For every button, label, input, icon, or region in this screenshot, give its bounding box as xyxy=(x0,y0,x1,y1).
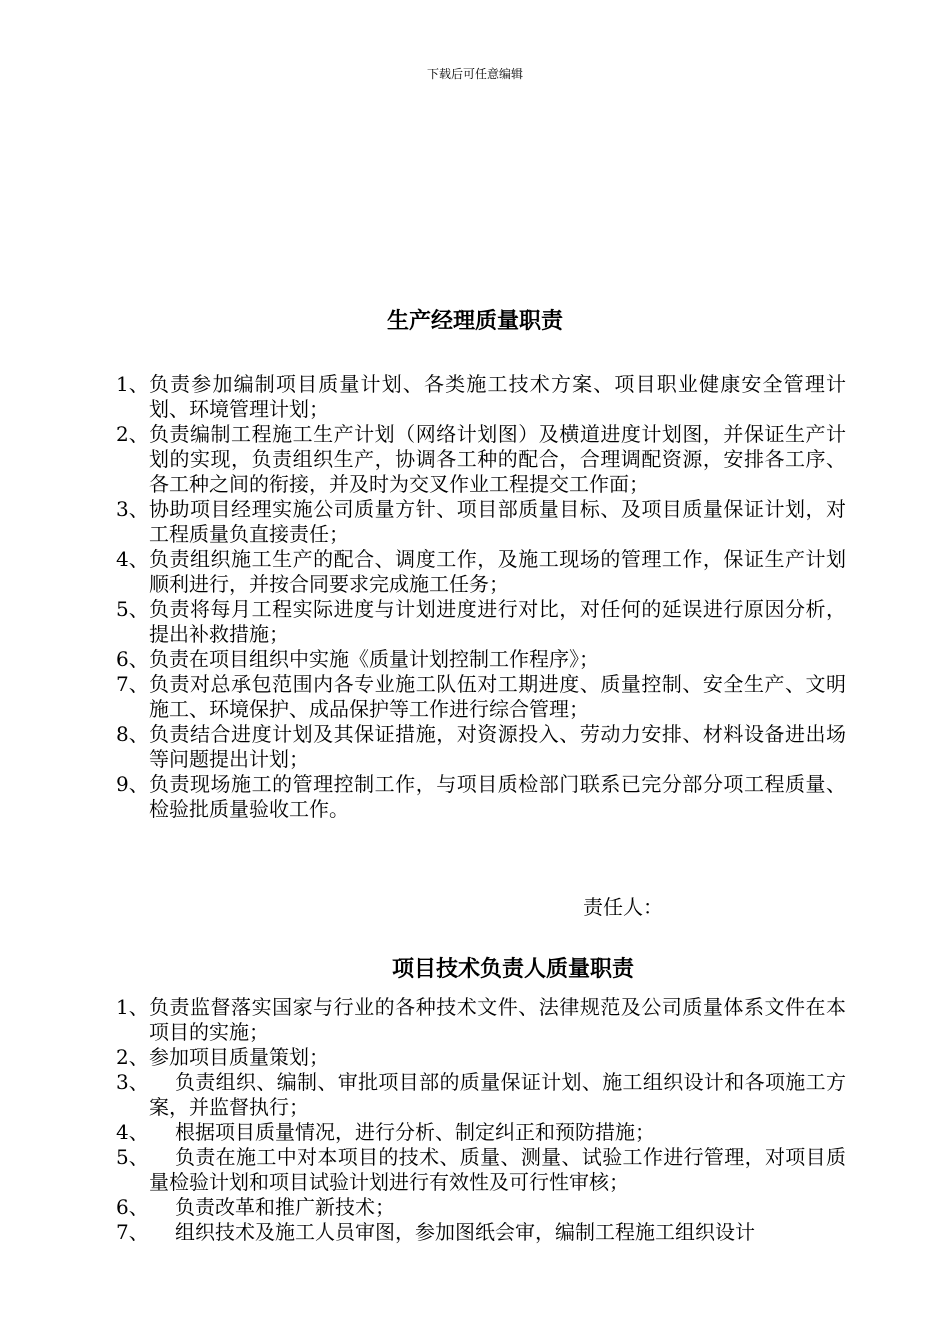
item-text: 负责监督落实国家与行业的各种技术文件、法律规范及公司质量体系文件在本项目的实施； xyxy=(149,995,846,1044)
list-item xyxy=(116,995,846,1045)
item-number: 2、 xyxy=(116,422,149,446)
item-number: 5、 xyxy=(116,1145,149,1169)
item-text: 负责组织、编制、审批项目部的质量保证计划、施工组织设计和各项施工方案，并监督执行； xyxy=(149,1070,846,1119)
item-number: 1、 xyxy=(116,372,149,396)
list-item xyxy=(116,1220,846,1245)
item-number: 6、 xyxy=(116,647,149,671)
list-item xyxy=(116,497,846,547)
item-text: 根据项目质量情况，进行分析、制定纠正和预防措施； xyxy=(175,1120,655,1144)
item-text: 参加项目质量策划； xyxy=(149,1045,329,1069)
duties-list-production-manager xyxy=(116,372,846,822)
list-item xyxy=(116,722,846,772)
item-text: 负责在项目组织中实施《质量计划控制工作程序》； xyxy=(149,647,599,671)
item-number: 5、 xyxy=(116,597,149,621)
list-item xyxy=(116,597,846,647)
item-text: 组织技术及施工人员审图，参加图纸会审，编制工程施工组织设计 xyxy=(175,1220,755,1244)
list-item xyxy=(116,647,846,672)
item-number: 2、 xyxy=(116,1045,149,1069)
list-item xyxy=(116,422,846,497)
list-item xyxy=(116,372,846,422)
item-text: 负责编制工程施工生产计划（网络计划图）及横道进度计划图，并保证生产计划的实现，负责组织生产，协调各工种的配合，合理调配资源，安排各工序、各工种之间的衔接，并及时为交叉作业工程提交工作面； xyxy=(149,422,846,496)
item-text: 负责在施工中对本项目的技术、质量、测量、试验工作进行管理，对项目质量检验计划和项目试验计划进行有效性及可行性审核； xyxy=(149,1145,846,1194)
item-text: 负责将每月工程实际进度与计划进度进行对比，对任何的延误进行原因分析，提出补救措施； xyxy=(149,597,846,646)
item-number: 6、 xyxy=(116,1195,149,1219)
item-number: 1、 xyxy=(116,995,149,1019)
item-number: 8、 xyxy=(116,722,149,746)
list-item xyxy=(116,1120,846,1145)
item-number: 7、 xyxy=(116,672,149,696)
list-item xyxy=(116,1045,846,1070)
section-title-production-manager: 生产经理质量职责 xyxy=(386,308,563,334)
item-text: 负责参加编制项目质量计划、各类施工技术方案、项目职业健康安全管理计划、环境管理计划； xyxy=(149,372,846,421)
list-item xyxy=(116,1145,846,1195)
signer-label: 责任人： xyxy=(583,895,663,919)
list-item xyxy=(116,547,846,597)
item-number: 3、 xyxy=(116,497,149,521)
item-number: 3、 xyxy=(116,1070,149,1094)
list-item xyxy=(116,1070,846,1120)
item-number: 4、 xyxy=(116,1120,149,1144)
item-number: 7、 xyxy=(116,1220,149,1244)
header-note: 下载后可任意编辑 xyxy=(426,67,523,81)
list-item xyxy=(116,1195,846,1220)
item-text: 负责组织施工生产的配合、调度工作，及施工现场的管理工作，保证生产计划顺利进行，并按合同要求完成施工任务； xyxy=(149,547,846,596)
item-text: 协助项目经理实施公司质量方针、项目部质量目标、及项目质量保证计划，对工程质量负直接责任； xyxy=(149,497,846,546)
item-number: 9、 xyxy=(116,772,149,796)
list-item xyxy=(116,772,846,822)
item-text: 负责对总承包范围内各专业施工队伍对工期进度、质量控制、安全生产、文明施工、环境保护、成品保护等工作进行综合管理； xyxy=(149,672,846,721)
duties-list-technical-lead xyxy=(116,995,846,1245)
item-text: 负责改革和推广新技术； xyxy=(175,1195,395,1219)
item-number: 4、 xyxy=(116,547,149,571)
item-text: 负责现场施工的管理控制工作，与项目质检部门联系已完分部分项工程质量、检验批质量验收工作。 xyxy=(149,772,846,821)
list-item xyxy=(116,672,846,722)
section-title-technical-lead: 项目技术负责人质量职责 xyxy=(391,956,634,982)
item-text: 负责结合进度计划及其保证措施，对资源投入、劳动力安排、材料设备进出场等问题提出计划； xyxy=(149,722,846,771)
